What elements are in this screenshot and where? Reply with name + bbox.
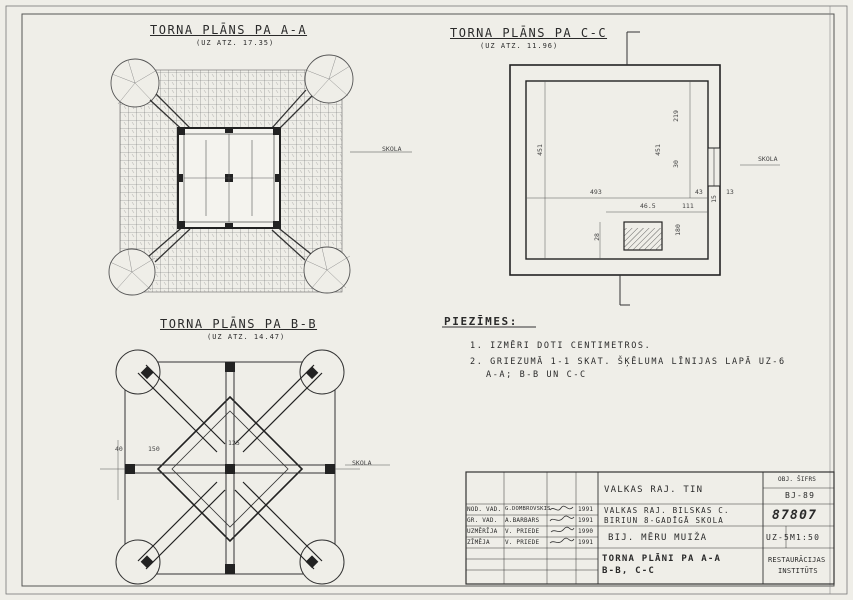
tb-drawing-2: B-B, C-C (602, 566, 655, 576)
dim-125: 125 (228, 439, 240, 447)
sig-name-2: A.BARBARS (505, 517, 540, 524)
tb-object-2: BIRIUN 8-GADĪGĀ SKOLA (604, 516, 725, 525)
plan-bb-subtitle: (UZ ATZ. 14.47) (207, 333, 286, 341)
plan-aa (109, 55, 412, 295)
tb-obj-label: OBJ. ŠIFRS (778, 476, 817, 483)
sig-date-3: 1990 (578, 528, 594, 535)
sig-name-4: V. PRIEDE (505, 539, 540, 546)
tb-sheet: UZ-5 (766, 533, 791, 542)
sig-role-4: ZĪMĒJA (467, 539, 490, 546)
note-line-1: 1. IZMĒRI DOTI CENTIMETROS. (470, 341, 652, 351)
tb-scale: M1:50 (790, 533, 821, 542)
tb-object: VALKAS RAJ. BILSKAS C. (604, 506, 730, 515)
note-line-3: A-A; B-B UN C-C (486, 370, 587, 380)
tb-number: 87807 (772, 508, 818, 523)
skola-label-cc: SKOLA (758, 155, 778, 163)
dim-451-left: 451 (535, 144, 544, 156)
dim-493: 493 (590, 188, 602, 196)
plan-bb-title: TORNA PLĀNS PA B-B (160, 317, 318, 331)
dim-28: 28 (592, 233, 601, 241)
dim-43: 43 (695, 188, 703, 196)
dim-15: 15 (709, 195, 718, 203)
dim-46-5: 46.5 (640, 202, 656, 210)
sig-date-2: 1991 (578, 517, 594, 524)
dim-150: 150 (148, 445, 160, 453)
sig-name-1: G.DOMBROVSKIS (505, 506, 551, 512)
plan-cc-title: TORNA PLĀNS PA C-C (450, 26, 608, 40)
dim-40: 40 (115, 445, 123, 453)
dim-219: 219 (671, 110, 680, 122)
skola-label-aa: SKOLA (382, 145, 402, 153)
tb-institute-2: INSTITŪTS (778, 567, 818, 575)
dim-180: 180 (673, 224, 682, 236)
dim-13: 13 (726, 188, 734, 196)
sig-role-2: GR. VAD. (467, 517, 498, 524)
sig-date-4: 1991 (578, 539, 594, 546)
tb-obj-code: BJ-89 (785, 491, 816, 500)
tb-museum: BIJ. MĒRU MUIŽA (608, 533, 708, 543)
tb-project: VALKAS RAJ. TIN (604, 485, 704, 495)
sig-role-3: UZMĒRĪJA (467, 528, 498, 535)
dim-451-mid: 451 (653, 144, 662, 156)
sig-role-1: NOD. VAD. (467, 506, 502, 513)
plan-cc (510, 32, 780, 305)
plan-aa-subtitle: (UZ ATZ. 17.35) (196, 39, 275, 47)
notes-heading: PIEZĪMES: (444, 315, 519, 328)
plan-aa-title: TORNA PLĀNS PA A-A (150, 23, 308, 37)
sig-name-3: V. PRIEDE (505, 528, 540, 535)
plan-cc-subtitle: (UZ ATZ. 11.96) (480, 42, 559, 50)
sig-date-1: 1991 (578, 506, 594, 513)
skola-label-bb: SKOLA (352, 459, 372, 467)
tb-drawing: TORNA PLĀNI PA A-A (602, 554, 722, 564)
dim-30: 30 (671, 160, 680, 168)
plan-bb (100, 350, 390, 584)
note-line-2: 2. GRIEZUMĀ 1-1 SKAT. ŠĶĒLUMA LĪNIJAS LAPĀ UZ-6 (470, 357, 786, 367)
dim-111: 111 (682, 202, 694, 210)
tb-institute: RESTAURĀCIJAS (768, 556, 826, 564)
signature-scribbles (548, 504, 576, 548)
